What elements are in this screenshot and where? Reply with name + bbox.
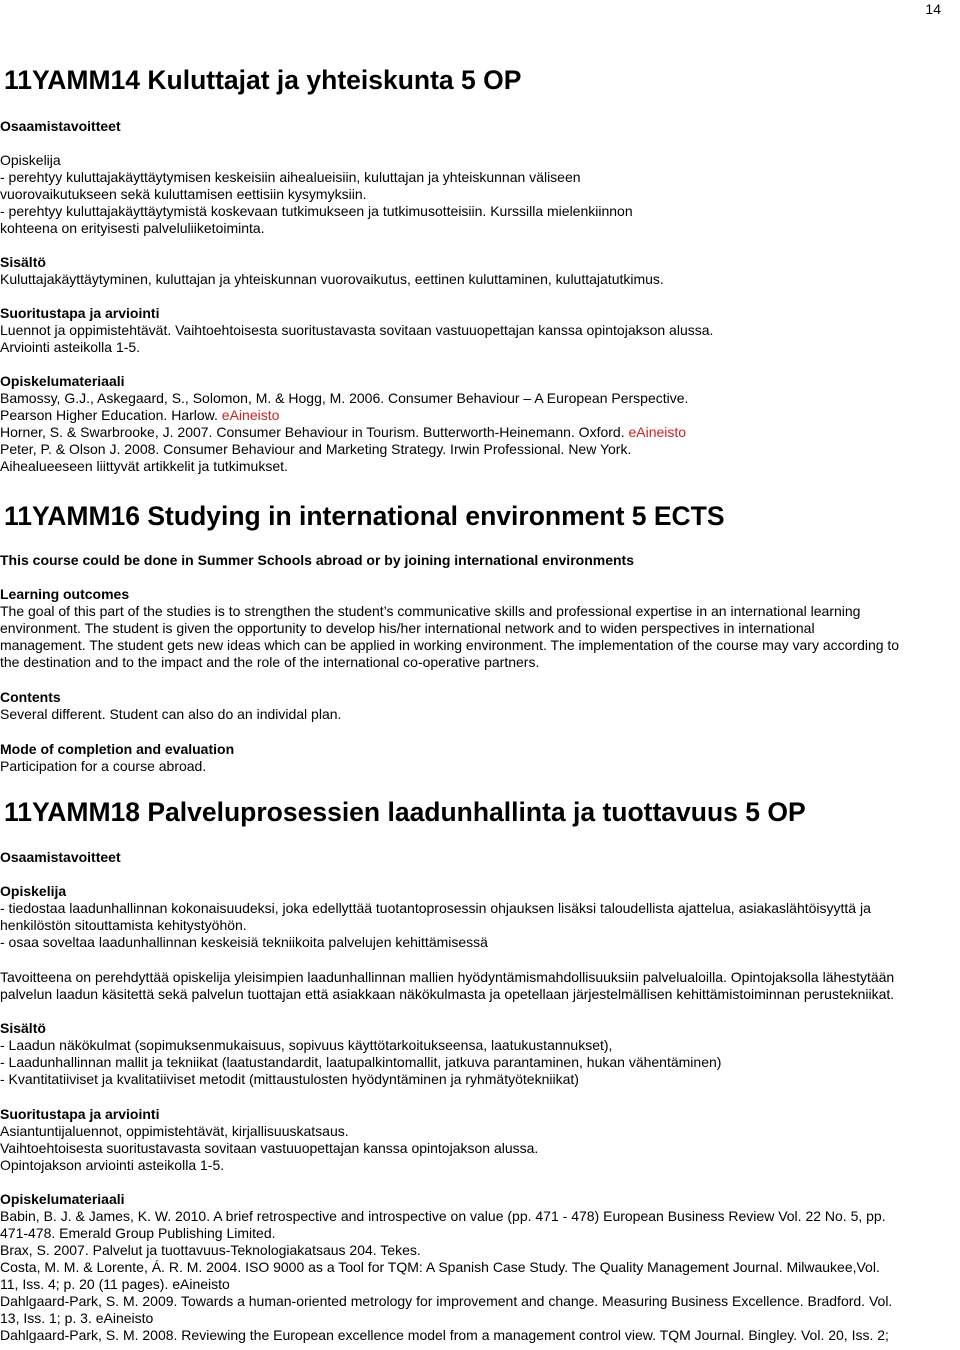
outcome-line: henkilöstön sitouttamista kehitystyöhön. <box>0 917 247 933</box>
content-text: Kuluttajakäyttäytyminen, kuluttajan ja yhteiskunnan vuorovaikutus, eettinen kuluttaminen, kuluttajatutkimus. <box>0 271 664 287</box>
outcome-line: The goal of this part of the studies is to strengthen the student’s communicative skills and professional expertise in an international learning <box>0 603 861 619</box>
eaineisto-link[interactable]: eAineisto <box>221 407 280 423</box>
outcome-line: kohteena on erityisesti palveluliiketoiminta. <box>0 220 265 236</box>
goal-line: palvelun laadun käsitettä sekä palvelun tuottajan että asiakkaan näkökulmasta ja opetellaan järjestelmällisen kehittämistoiminnan perustekniikat. <box>0 986 895 1002</box>
material-line: Dahlgaard-Park, S. M. 2009. Towards a human-oriented metrology for improvement and change. Measuring Business Excellence. Bradford. Vol. <box>0 1293 893 1309</box>
material-item: Peter, P. & Olson J. 2008. Consumer Behaviour and Marketing Strategy. Irwin Professional. New York. <box>0 441 632 457</box>
completion-heading: Suoritustapa ja arviointi <box>0 1106 160 1122</box>
completion-heading: Mode of completion and evaluation <box>0 741 235 757</box>
outcome-line: the destination and to the impact and the role of the international co-operative partners. <box>0 654 540 670</box>
material-line: 471-478. Emerald Group Publishing Limited. <box>0 1225 276 1241</box>
outcomes-heading: Learning outcomes <box>0 586 130 602</box>
outcome-line: - osaa soveltaa laadunhallinnan keskeisiä tekniikoita palvelujen kehittämisessä <box>0 934 488 950</box>
material-line: Costa, M. M. & Lorente, Á. R. M. 2004. ISO 9000 as a Tool for TQM: A Spanish Case Study. The Quality Management Journal. Milwaukee,Vol. <box>0 1259 880 1275</box>
outcome-line: management. The student gets new ideas which can be applied in working environment. The implementation of the course may vary according to <box>0 637 900 653</box>
completion-heading: Suoritustapa ja arviointi <box>0 305 160 321</box>
material-line: 11, Iss. 4; p. 20 (11 pages). eAineisto <box>0 1276 230 1292</box>
student-label: Opiskelija <box>0 883 67 899</box>
material-item <box>0 424 686 441</box>
content-line: - Laadunhallinnan mallit ja tekniikat (laatustandardit, laatupalkintomallit, jatkuva parantaminen, hukan vähentäminen) <box>0 1054 722 1070</box>
course-title-11yamm16: 11YAMM16 Studying in international environment 5 ECTS <box>4 501 725 531</box>
completion-line: Vaihtoehtoisesta suoritustavasta sovitaan vastuuopettajan kanssa opintojakson alussa. <box>0 1140 539 1156</box>
material-item: Aihealueeseen liittyvät artikkelit ja tutkimukset. <box>0 458 288 474</box>
course-title-11yamm18: 11YAMM18 Palveluprosessien laadunhallinta ja tuottavuus 5 OP <box>4 797 806 827</box>
contents-heading: Contents <box>0 689 61 705</box>
content-line: - Laadun näkökulmat (sopimuksenmukaisuus, sopivuus käyttötarkoitukseensa, laatukustannukset), <box>0 1037 613 1053</box>
outcome-line: - perehtyy kuluttajakäyttäytymistä koskevaan tutkimukseen ja tutkimusotteisiin. Kurssilla mielenkiinnon <box>0 203 633 219</box>
completion-text: Participation for a course abroad. <box>0 758 207 774</box>
completion-line: Asiantuntijaluennot, oppimistehtävät, kirjallisuuskatsaus. <box>0 1123 349 1139</box>
material-item <box>0 407 279 424</box>
completion-line: Luennot ja oppimistehtävät. Vaihtoehtoisesta suoritustavasta sovitaan vastuuopettajan kanssa opintojakson alussa. <box>0 322 714 338</box>
material-text: Horner, S. & Swarbrooke, J. 2007. Consumer Behaviour in Tourism. Butterworth-Heinemann. Oxford. <box>0 424 625 440</box>
contents-text: Several different. Student can also do an individal plan. <box>0 706 342 722</box>
content-heading: Sisältö <box>0 1020 46 1036</box>
outcomes-heading: Osaamistavoitteet <box>0 849 121 865</box>
goal-line: Tavoitteena on perehdyttää opiskelija yleisimpien laadunhallinnan mallien hyödyntämismahdollisuuksiin palvelualoilla. Opintojaksolla lähestytään <box>0 969 895 985</box>
material-line: 13, Iss. 1; p. 3. eAineisto <box>0 1310 154 1326</box>
materials-heading: Opiskelumateriaali <box>0 1191 125 1207</box>
course-title-11yamm14: 11YAMM14 Kuluttajat ja yhteiskunta 5 OP <box>4 65 522 95</box>
outcomes-heading: Osaamistavoitteet <box>0 118 121 134</box>
outcome-line: - perehtyy kuluttajakäyttäytymisen keskeisiin aihealueisiin, kuluttajan ja yhteiskunnan väliseen <box>0 169 581 185</box>
materials-heading: Opiskelumateriaali <box>0 373 125 389</box>
completion-line: Arviointi asteikolla 1-5. <box>0 339 141 355</box>
material-text: Pearson Higher Education. Harlow. <box>0 407 218 423</box>
completion-line: Opintojakson arviointi asteikolla 1-5. <box>0 1157 225 1173</box>
intro-text: This course could be done in Summer Schools abroad or by joining international environments <box>0 552 634 568</box>
material-line: Babin, B. J. & James, K. W. 2010. A brief retrospective and introspective on value (pp. 471 - 478) European Business Review Vol. 22 No. 5, pp. <box>0 1208 886 1224</box>
student-label: Opiskelija <box>0 152 61 168</box>
material-item: Bamossy, G.J., Askegaard, S., Solomon, M. & Hogg, M. 2006. Consumer Behaviour – A European Perspective. <box>0 390 689 406</box>
eaineisto-link[interactable]: eAineisto <box>628 424 687 440</box>
content-line: - Kvantitatiiviset ja kvalitatiiviset metodit (mittaustulosten hyödyntäminen ja ryhmätyötekniikat) <box>0 1071 579 1087</box>
outcome-line: environment. The student is given the opportunity to develop his/her international network and to widen perspectives in international <box>0 620 815 636</box>
material-line: Dahlgaard-Park, S. M. 2008. Reviewing the European excellence model from a management control view. TQM Journal. Bingley. Vol. 20, Iss. 2; <box>0 1327 889 1343</box>
page-number: 14 <box>925 1 941 17</box>
content-heading: Sisältö <box>0 254 46 270</box>
outcome-line: vuorovaikutukseen sekä kuluttamisen eettisiin kysymyksiin. <box>0 186 367 202</box>
material-line: Brax, S. 2007. Palvelut ja tuottavuus-Teknologiakatsaus 204. Tekes. <box>0 1242 421 1258</box>
outcome-line: - tiedostaa laadunhallinnan kokonaisuudeksi, joka edellyttää tuotantoprosessin ohjauksen lisäksi taloudellista ajattelua, asiakaslähtöisyyttä ja <box>0 900 871 916</box>
